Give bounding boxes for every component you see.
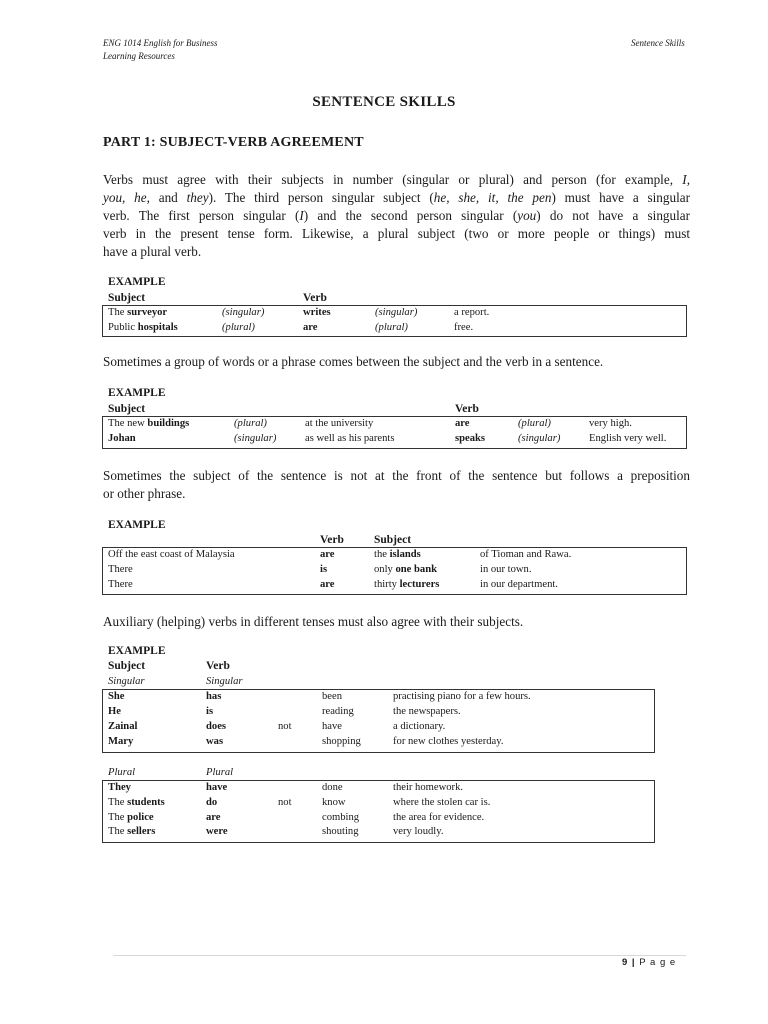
example-3-verb-head: Verb <box>320 534 344 546</box>
example-2-verb-head: Verb <box>455 403 479 415</box>
table-row: Zainal <box>108 721 138 732</box>
table-row: Mary <box>108 736 134 747</box>
example-2-subject-head: Subject <box>108 403 146 415</box>
table-row: She <box>108 691 125 702</box>
page-title: SENTENCE SKILLS <box>312 94 456 110</box>
table-row: Johan <box>108 433 136 444</box>
singular-label: Singular <box>206 676 243 687</box>
intro-paragraph: Verbs must agree with their subjects in number (singular or plural) and person (for example, I, you, he, and they). The third person singular subject (he, she, it, the pen) must have a singular verb. The first person singular (I) and the second person singular (you) do not have a singular verb in the present tense form. Likewise, a plural subject (two or more people or things) must have a plural verb. <box>103 172 691 259</box>
part-heading: PART 1: SUBJECT-VERB AGREEMENT <box>103 135 364 150</box>
example-3-label: EXAMPLE <box>108 519 166 531</box>
example-1-subject-head: Subject <box>108 292 146 304</box>
header-course: ENG 1014 English for Business <box>103 38 218 48</box>
table-row: They <box>108 782 131 793</box>
example-3-subject-head: Subject <box>374 534 412 546</box>
example-1-label: EXAMPLE <box>108 276 166 288</box>
singular-label: Singular <box>108 676 145 687</box>
table-row: The police <box>108 812 154 823</box>
table-row: He <box>108 706 121 717</box>
plural-label: Plural <box>206 767 234 778</box>
table-row: Off the east coast of Malaysia <box>108 549 235 560</box>
example-4-singular-table <box>102 689 655 753</box>
example-4-subject-head: Subject <box>108 660 146 672</box>
example-4-label: EXAMPLE <box>108 645 166 657</box>
table-row: The sellers <box>108 826 156 837</box>
table-row: The surveyor <box>108 307 168 318</box>
example-4-plural-table <box>102 780 655 843</box>
table-row: The new buildings <box>108 418 190 429</box>
page-number: 9 | P a g e <box>622 957 677 968</box>
paragraph-2: Sometimes a group of words or a phrase comes between the subject and the verb in a sentence. <box>103 354 604 369</box>
example-2-label: EXAMPLE <box>108 387 166 399</box>
footer-divider <box>113 955 686 956</box>
example-4-verb-head: Verb <box>206 660 230 672</box>
plural-label: Plural <box>108 767 136 778</box>
table-row: Public hospitals <box>108 322 178 333</box>
paragraph-3: Sometimes the subject of the sentence is not at the front of the sentence but follows a preposition or other phrase. <box>103 468 690 501</box>
header-resources: Learning Resources <box>103 51 175 61</box>
header-section: Sentence Skills <box>631 38 685 48</box>
example-1-verb-head: Verb <box>303 292 327 304</box>
table-row: The students <box>108 797 165 808</box>
paragraph-4: Auxiliary (helping) verbs in different tenses must also agree with their subjects. <box>103 614 524 629</box>
table-row: There <box>108 579 133 590</box>
table-row: There <box>108 564 133 575</box>
